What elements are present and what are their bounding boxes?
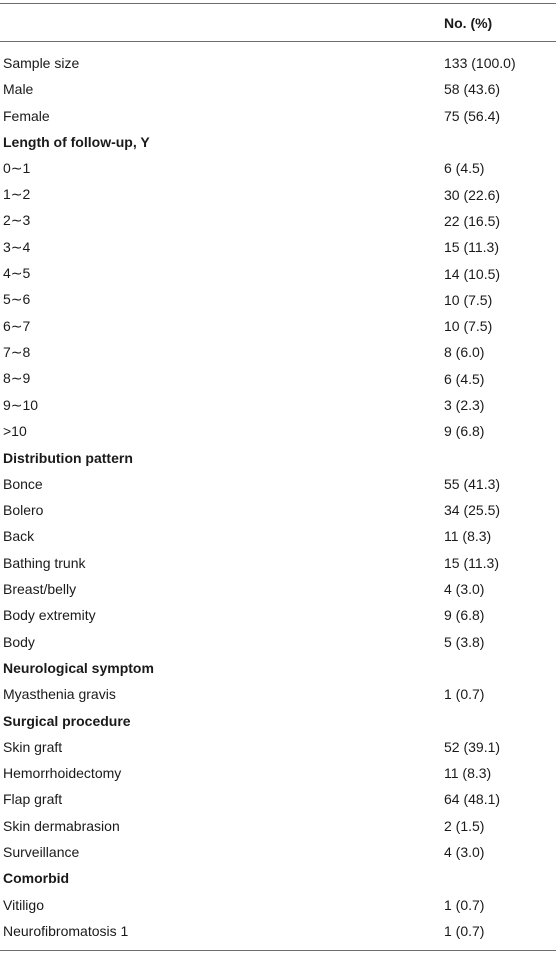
table-body	[0, 42, 556, 944]
row-value: 6 (4.5)	[444, 370, 485, 387]
row-label: Surveillance	[3, 844, 80, 861]
row-label: Female	[3, 107, 50, 124]
row-value: 52 (39.1)	[444, 738, 501, 755]
row-value: 5 (3.8)	[444, 633, 485, 650]
row-value: 1 (0.7)	[444, 922, 485, 939]
row-label: Male	[3, 81, 34, 98]
row-value: 14 (10.5)	[444, 265, 501, 282]
table-section-header	[0, 865, 556, 891]
row-label: Myasthenia gravis	[3, 686, 116, 703]
row-label: 0∼1	[3, 159, 31, 176]
row-label: 3∼4	[3, 238, 31, 255]
row-value: 9 (6.8)	[444, 423, 485, 440]
table-row	[0, 576, 556, 602]
row-label: Vitiligo	[3, 896, 44, 913]
row-label: Flap graft	[3, 791, 63, 808]
table-header-row	[0, 4, 556, 41]
table-row	[0, 602, 556, 628]
row-label: Skin dermabrasion	[3, 817, 120, 834]
data-table	[0, 3, 556, 951]
row-value: 10 (7.5)	[444, 318, 493, 335]
row-value: 55 (41.3)	[444, 475, 501, 492]
table-row	[0, 313, 556, 339]
table-section-header	[0, 444, 556, 470]
table-row	[0, 287, 556, 313]
row-value: 6 (4.5)	[444, 160, 485, 177]
section-title: Length of follow-up, Y	[3, 134, 150, 151]
row-label: Hemorrhoidectomy	[3, 765, 122, 782]
table-row	[0, 839, 556, 865]
row-value: 34 (25.5)	[444, 502, 501, 519]
row-label: Skin graft	[3, 738, 63, 755]
row-value: 30 (22.6)	[444, 186, 501, 203]
row-label: 5∼6	[3, 291, 31, 308]
table-row	[0, 813, 556, 839]
table-row	[0, 550, 556, 576]
table-row	[0, 392, 556, 418]
table-row	[0, 339, 556, 365]
row-label: Back	[3, 528, 35, 545]
row-label: >10	[3, 423, 27, 440]
table-row	[0, 260, 556, 286]
row-value: 64 (48.1)	[444, 791, 501, 808]
table-row	[0, 181, 556, 207]
row-value: 75 (56.4)	[444, 107, 501, 124]
table-row	[0, 629, 556, 655]
row-value: 1 (0.7)	[444, 686, 485, 703]
row-value: 11 (8.3)	[444, 765, 492, 782]
row-label: 9∼10	[3, 396, 39, 413]
row-label: 2∼3	[3, 212, 31, 229]
table-row	[0, 76, 556, 102]
row-value: 15 (11.3)	[444, 239, 499, 256]
table-section-header	[0, 655, 556, 681]
table-row	[0, 760, 556, 786]
section-title: Neurological symptom	[3, 659, 154, 676]
table-row	[0, 155, 556, 181]
row-label: 7∼8	[3, 343, 31, 360]
table-row	[0, 892, 556, 918]
table-row	[0, 734, 556, 760]
row-label: 6∼7	[3, 317, 31, 334]
row-label: Bathing trunk	[3, 554, 86, 571]
row-value: 3 (2.3)	[444, 397, 485, 413]
table-section-header	[0, 129, 556, 155]
table-row	[0, 418, 556, 444]
row-value: 11 (8.3)	[444, 528, 492, 545]
table-row	[0, 918, 556, 944]
row-label: Bonce	[3, 475, 43, 492]
row-value: 22 (16.5)	[444, 212, 501, 229]
table-row	[0, 786, 556, 812]
header-cell-count-percent: No. (%)	[444, 14, 493, 31]
row-label: Breast/belly	[3, 581, 77, 598]
row-label: Sample size	[3, 55, 80, 72]
table-row	[0, 103, 556, 129]
table-row	[0, 497, 556, 523]
table-row	[0, 234, 556, 260]
section-title: Comorbid	[3, 870, 70, 887]
table-row	[0, 208, 556, 234]
row-label: Neurofibromatosis 1	[3, 922, 129, 939]
section-title: Distribution pattern	[3, 449, 133, 466]
row-label: Body extremity	[3, 607, 96, 624]
table-row	[0, 366, 556, 392]
table-bottom-rule	[0, 950, 556, 951]
row-label: Bolero	[3, 502, 44, 519]
row-value: 8 (6.0)	[444, 344, 485, 361]
section-title: Surgical procedure	[3, 712, 131, 729]
table-row	[0, 523, 556, 549]
row-label: 8∼9	[3, 370, 31, 387]
row-value: 4 (3.0)	[444, 581, 485, 598]
row-value: 4 (3.0)	[444, 844, 485, 861]
table-row	[0, 50, 556, 76]
row-value: 9 (6.8)	[444, 607, 485, 624]
table-row	[0, 471, 556, 497]
row-value: 10 (7.5)	[444, 291, 493, 308]
table-row	[0, 681, 556, 707]
row-label: 4∼5	[3, 265, 31, 282]
row-label: 1∼2	[3, 186, 31, 203]
row-value: 58 (43.6)	[444, 81, 501, 98]
row-value: 15 (11.3)	[444, 554, 499, 571]
row-value: 2 (1.5)	[444, 817, 485, 834]
row-label: Body	[3, 633, 35, 650]
table-section-header	[0, 707, 556, 733]
row-value: 133 (100.0)	[444, 55, 516, 72]
row-value: 1 (0.7)	[444, 896, 485, 913]
